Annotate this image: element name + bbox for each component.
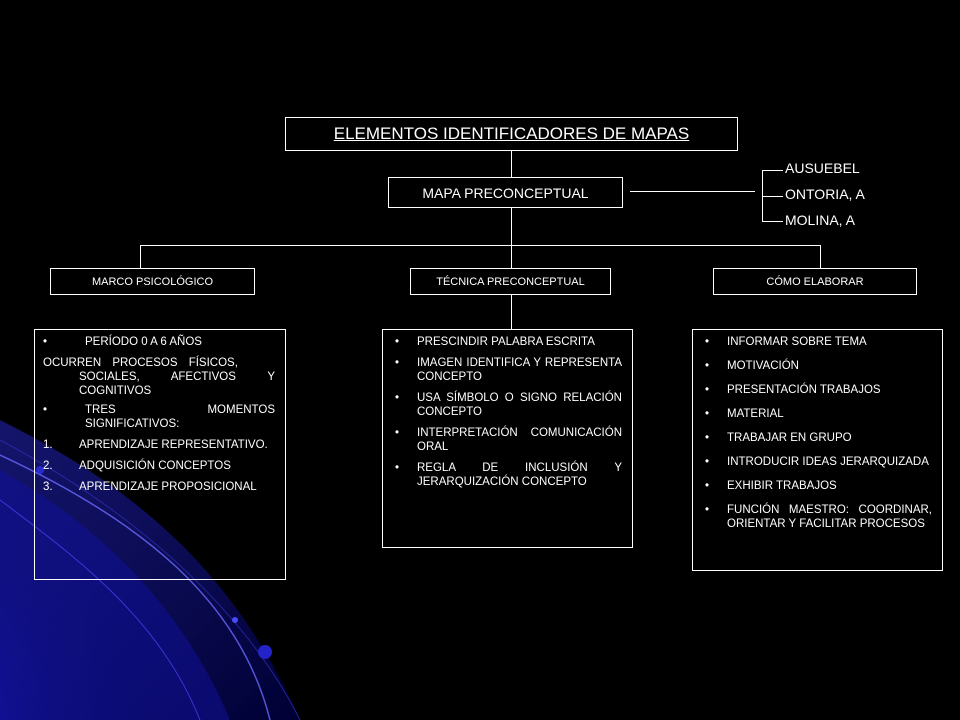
branch-como-elaborar: CÓMO ELABORAR bbox=[713, 268, 917, 295]
bullet: • bbox=[705, 480, 710, 492]
list-item: • INFORMAR SOBRE TEMA bbox=[705, 336, 867, 348]
list-item: • PERÍODO 0 A 6 AÑOS bbox=[43, 336, 202, 348]
list-item: • IMAGEN IDENTIFICA Y REPRESENTA CONCEPTO bbox=[395, 357, 622, 383]
diagram-title: ELEMENTOS IDENTIFICADORES DE MAPAS bbox=[285, 117, 738, 151]
bullet: • bbox=[395, 392, 400, 404]
connector-branch-3 bbox=[820, 245, 821, 268]
connector-list-2 bbox=[511, 295, 512, 329]
connector-center-down bbox=[511, 208, 512, 245]
list-item: • PRESENTACIÓN TRABAJOS bbox=[705, 384, 881, 396]
list-item: • REGLA DE INCLUSIÓN Y JERARQUIZACIÓN CONCEPTO bbox=[395, 462, 622, 488]
bullet: • bbox=[705, 456, 710, 468]
list-tecnica-preconceptual bbox=[382, 329, 633, 548]
list-item: • MOTIVACIÓN bbox=[705, 360, 799, 372]
bullet: • bbox=[395, 462, 400, 474]
list-item: • FUNCIÓN MAESTRO: COORDINAR, ORIENTAR Y FACILITAR PROCESOS bbox=[705, 504, 932, 530]
author-2: ONTORIA, A bbox=[785, 186, 865, 202]
branch-tecnica-preconceptual: TÉCNICA PRECONCEPTUAL bbox=[410, 268, 611, 295]
bullet: • bbox=[705, 336, 710, 348]
author-3: MOLINA, A bbox=[785, 212, 856, 228]
bullet: • bbox=[395, 427, 400, 439]
numbered-item: 1. APRENDIZAJE REPRESENTATIVO. bbox=[43, 439, 268, 451]
author-1: AUSUEBEL bbox=[785, 160, 860, 176]
center-node: MAPA PRECONCEPTUAL bbox=[388, 177, 623, 208]
connector-branch-bar bbox=[140, 245, 820, 246]
bullet: • bbox=[43, 336, 48, 348]
branch-marco-psicologico: MARCO PSICOLÓGICO bbox=[50, 268, 255, 295]
orb-small bbox=[232, 617, 238, 623]
connector-author-2 bbox=[762, 196, 783, 197]
connector-author-3 bbox=[762, 221, 783, 222]
bullet: • bbox=[705, 504, 710, 516]
list-item: • TRABAJAR EN GRUPO bbox=[705, 432, 852, 444]
bullet: • bbox=[705, 432, 710, 444]
bullet: • bbox=[395, 336, 400, 348]
list-item: • EXHIBIR TRABAJOS bbox=[705, 480, 837, 492]
connector-authors bbox=[630, 191, 755, 192]
connector-title-center bbox=[511, 151, 512, 177]
numbered-item: 2. ADQUISICIÓN CONCEPTOS bbox=[43, 460, 231, 472]
list-item: • TRES MOMENTOS SIGNIFICATIVOS: bbox=[43, 404, 275, 430]
orb-large bbox=[258, 645, 272, 659]
list-item: • INTRODUCIR IDEAS JERARQUIZADA bbox=[705, 456, 929, 468]
numbered-item: 3. APRENDIZAJE PROPOSICIONAL bbox=[43, 481, 257, 493]
bullet: • bbox=[43, 404, 48, 416]
list-item-text: OCURREN PROCESOS FÍSICOS, SOCIALES, AFECTIVOS Y COGNITIVOS bbox=[43, 357, 275, 397]
bullet: • bbox=[395, 357, 400, 369]
list-item: • USA SÍMBOLO O SIGNO RELACIÓN CONCEPTO bbox=[395, 392, 622, 418]
list-item: • MATERIAL bbox=[705, 408, 784, 420]
list-item: • INTERPRETACIÓN COMUNICACIÓN ORAL bbox=[395, 427, 622, 453]
bullet: • bbox=[705, 384, 710, 396]
connector-branch-2 bbox=[511, 245, 512, 268]
list-como-elaborar bbox=[692, 329, 943, 571]
bullet: • bbox=[705, 408, 710, 420]
connector-branch-1 bbox=[140, 245, 141, 268]
list-marco-psicologico bbox=[34, 329, 286, 580]
list-item: • PRESCINDIR PALABRA ESCRITA bbox=[395, 336, 595, 348]
connector-author-1 bbox=[762, 170, 783, 171]
bullet: • bbox=[705, 360, 710, 372]
